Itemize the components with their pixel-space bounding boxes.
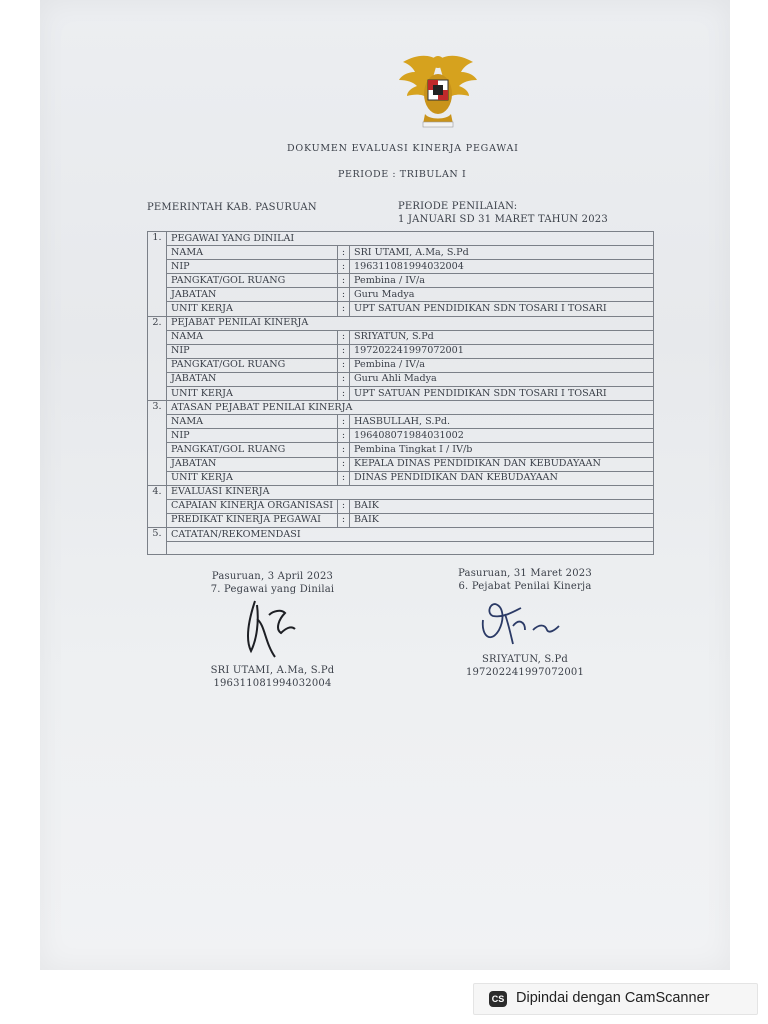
field-label: NAMA bbox=[167, 246, 338, 260]
periode-penilaian-label: PERIODE PENILAIAN: bbox=[398, 201, 518, 212]
section-heading-row bbox=[148, 401, 654, 415]
field-value: BAIK bbox=[350, 499, 654, 513]
section-heading-row bbox=[148, 316, 654, 330]
field-colon: : bbox=[338, 372, 350, 386]
section-heading: PEGAWAI YANG DINILAI bbox=[167, 232, 654, 246]
field-value: Pembina Tingkat I / IV/b bbox=[350, 443, 654, 457]
table-row bbox=[148, 415, 654, 429]
notes-cell bbox=[167, 542, 654, 555]
field-colon: : bbox=[338, 387, 350, 401]
field-value: UPT SATUAN PENDIDIKAN SDN TOSARI I TOSARI bbox=[350, 387, 654, 401]
field-colon: : bbox=[338, 302, 350, 316]
field-colon: : bbox=[338, 443, 350, 457]
table-row bbox=[148, 372, 654, 386]
field-colon: : bbox=[338, 344, 350, 358]
field-label: NAMA bbox=[167, 330, 338, 344]
signature-block-right bbox=[432, 568, 618, 678]
field-label: JABATAN bbox=[167, 457, 338, 471]
garuda-emblem-icon bbox=[395, 50, 481, 130]
field-value: DINAS PENDIDIKAN DAN KEBUDAYAAN bbox=[350, 471, 654, 485]
evaluation-table bbox=[147, 231, 654, 555]
field-colon: : bbox=[338, 246, 350, 260]
field-label: UNIT KERJA bbox=[167, 302, 338, 316]
table-row bbox=[148, 302, 654, 316]
table-row bbox=[148, 513, 654, 527]
empty-notes-row bbox=[148, 542, 654, 555]
field-value: 197202241997072001 bbox=[350, 344, 654, 358]
table-row bbox=[148, 471, 654, 485]
field-value: 196408071984031002 bbox=[350, 429, 654, 443]
document-periode: PERIODE : TRIBULAN I bbox=[338, 169, 467, 180]
field-colon: : bbox=[338, 288, 350, 302]
field-colon: : bbox=[338, 415, 350, 429]
signature-right-role: 6. Pejabat Penilai Kinerja bbox=[458, 581, 592, 592]
field-value: HASBULLAH, S.Pd. bbox=[350, 415, 654, 429]
section-number: 1. bbox=[148, 232, 167, 317]
field-colon: : bbox=[338, 499, 350, 513]
field-value: Pembina / IV/a bbox=[350, 274, 654, 288]
table-row bbox=[148, 457, 654, 471]
signature-right-place-date: Pasuruan, 31 Maret 2023 bbox=[458, 568, 592, 579]
signature-left-nip: 196311081994032004 bbox=[213, 678, 332, 689]
signature-left-place-date: Pasuruan, 3 April 2023 bbox=[211, 571, 334, 582]
section-heading: CATATAN/REKOMENDASI bbox=[167, 527, 654, 541]
camscanner-footer-text: Dipindai dengan CamScanner bbox=[516, 990, 710, 1006]
table-row bbox=[148, 288, 654, 302]
table-row bbox=[148, 387, 654, 401]
field-value: Guru Madya bbox=[350, 288, 654, 302]
table-row bbox=[148, 344, 654, 358]
field-value: SRI UTAMI, A.Ma, S.Pd bbox=[350, 246, 654, 260]
periode-penilaian-value: 1 JANUARI SD 31 MARET TAHUN 2023 bbox=[398, 214, 608, 225]
field-value: 196311081994032004 bbox=[350, 260, 654, 274]
camscanner-logo-icon: CS bbox=[489, 991, 507, 1007]
field-label: NIP bbox=[167, 260, 338, 274]
field-label: NAMA bbox=[167, 415, 338, 429]
section-number: 4. bbox=[148, 485, 167, 527]
table-row bbox=[148, 274, 654, 288]
section-heading-row bbox=[148, 527, 654, 541]
section-number: 3. bbox=[148, 401, 167, 486]
section-heading-row bbox=[148, 232, 654, 246]
field-label: UNIT KERJA bbox=[167, 471, 338, 485]
table-row bbox=[148, 358, 654, 372]
table-row bbox=[148, 499, 654, 513]
field-colon: : bbox=[338, 471, 350, 485]
field-value: UPT SATUAN PENDIDIKAN SDN TOSARI I TOSARI bbox=[350, 302, 654, 316]
field-colon: : bbox=[338, 429, 350, 443]
signature-left-role: 7. Pegawai yang Dinilai bbox=[210, 584, 335, 595]
signature-block-left bbox=[180, 571, 365, 689]
field-value: BAIK bbox=[350, 513, 654, 527]
field-value: SRIYATUN, S.Pd bbox=[350, 330, 654, 344]
field-label: JABATAN bbox=[167, 288, 338, 302]
table-row bbox=[148, 260, 654, 274]
field-value: KEPALA DINAS PENDIDIKAN DAN KEBUDAYAAN bbox=[350, 457, 654, 471]
section-number: 5. bbox=[148, 527, 167, 554]
field-label: PREDIKAT KINERJA PEGAWAI bbox=[167, 513, 338, 527]
field-label: PANGKAT/GOL RUANG bbox=[167, 358, 338, 372]
field-value: Guru Ahli Madya bbox=[350, 372, 654, 386]
section-heading: EVALUASI KINERJA bbox=[167, 485, 654, 499]
instansi-label: PEMERINTAH KAB. PASURUAN bbox=[147, 202, 317, 213]
field-colon: : bbox=[338, 513, 350, 527]
field-colon: : bbox=[338, 260, 350, 274]
field-colon: : bbox=[338, 330, 350, 344]
field-label: NIP bbox=[167, 429, 338, 443]
field-colon: : bbox=[338, 274, 350, 288]
table-row bbox=[148, 443, 654, 457]
field-label: PANGKAT/GOL RUANG bbox=[167, 274, 338, 288]
table-row bbox=[148, 246, 654, 260]
field-label: CAPAIAN KINERJA ORGANISASI bbox=[167, 499, 338, 513]
section-heading-row bbox=[148, 485, 654, 499]
field-label: NIP bbox=[167, 344, 338, 358]
field-label: JABATAN bbox=[167, 372, 338, 386]
signature-left-name: SRI UTAMI, A.Ma, S.Pd bbox=[210, 665, 335, 676]
camscanner-footer bbox=[473, 983, 758, 1015]
field-label: UNIT KERJA bbox=[167, 387, 338, 401]
section-heading: ATASAN PEJABAT PENILAI KINERJA bbox=[167, 401, 654, 415]
signature-right-name: SRIYATUN, S.Pd bbox=[482, 654, 568, 665]
signature-left-handwriting bbox=[235, 599, 315, 661]
signature-right-handwriting bbox=[477, 600, 567, 650]
signature-right-nip: 197202241997072001 bbox=[465, 667, 585, 678]
field-colon: : bbox=[338, 457, 350, 471]
section-number: 2. bbox=[148, 316, 167, 401]
section-heading: PEJABAT PENILAI KINERJA bbox=[167, 316, 654, 330]
field-value: Pembina / IV/a bbox=[350, 358, 654, 372]
field-label: PANGKAT/GOL RUANG bbox=[167, 443, 338, 457]
table-row bbox=[148, 330, 654, 344]
document-title: DOKUMEN EVALUASI KINERJA PEGAWAI bbox=[287, 143, 519, 154]
field-colon: : bbox=[338, 358, 350, 372]
table-row bbox=[148, 429, 654, 443]
